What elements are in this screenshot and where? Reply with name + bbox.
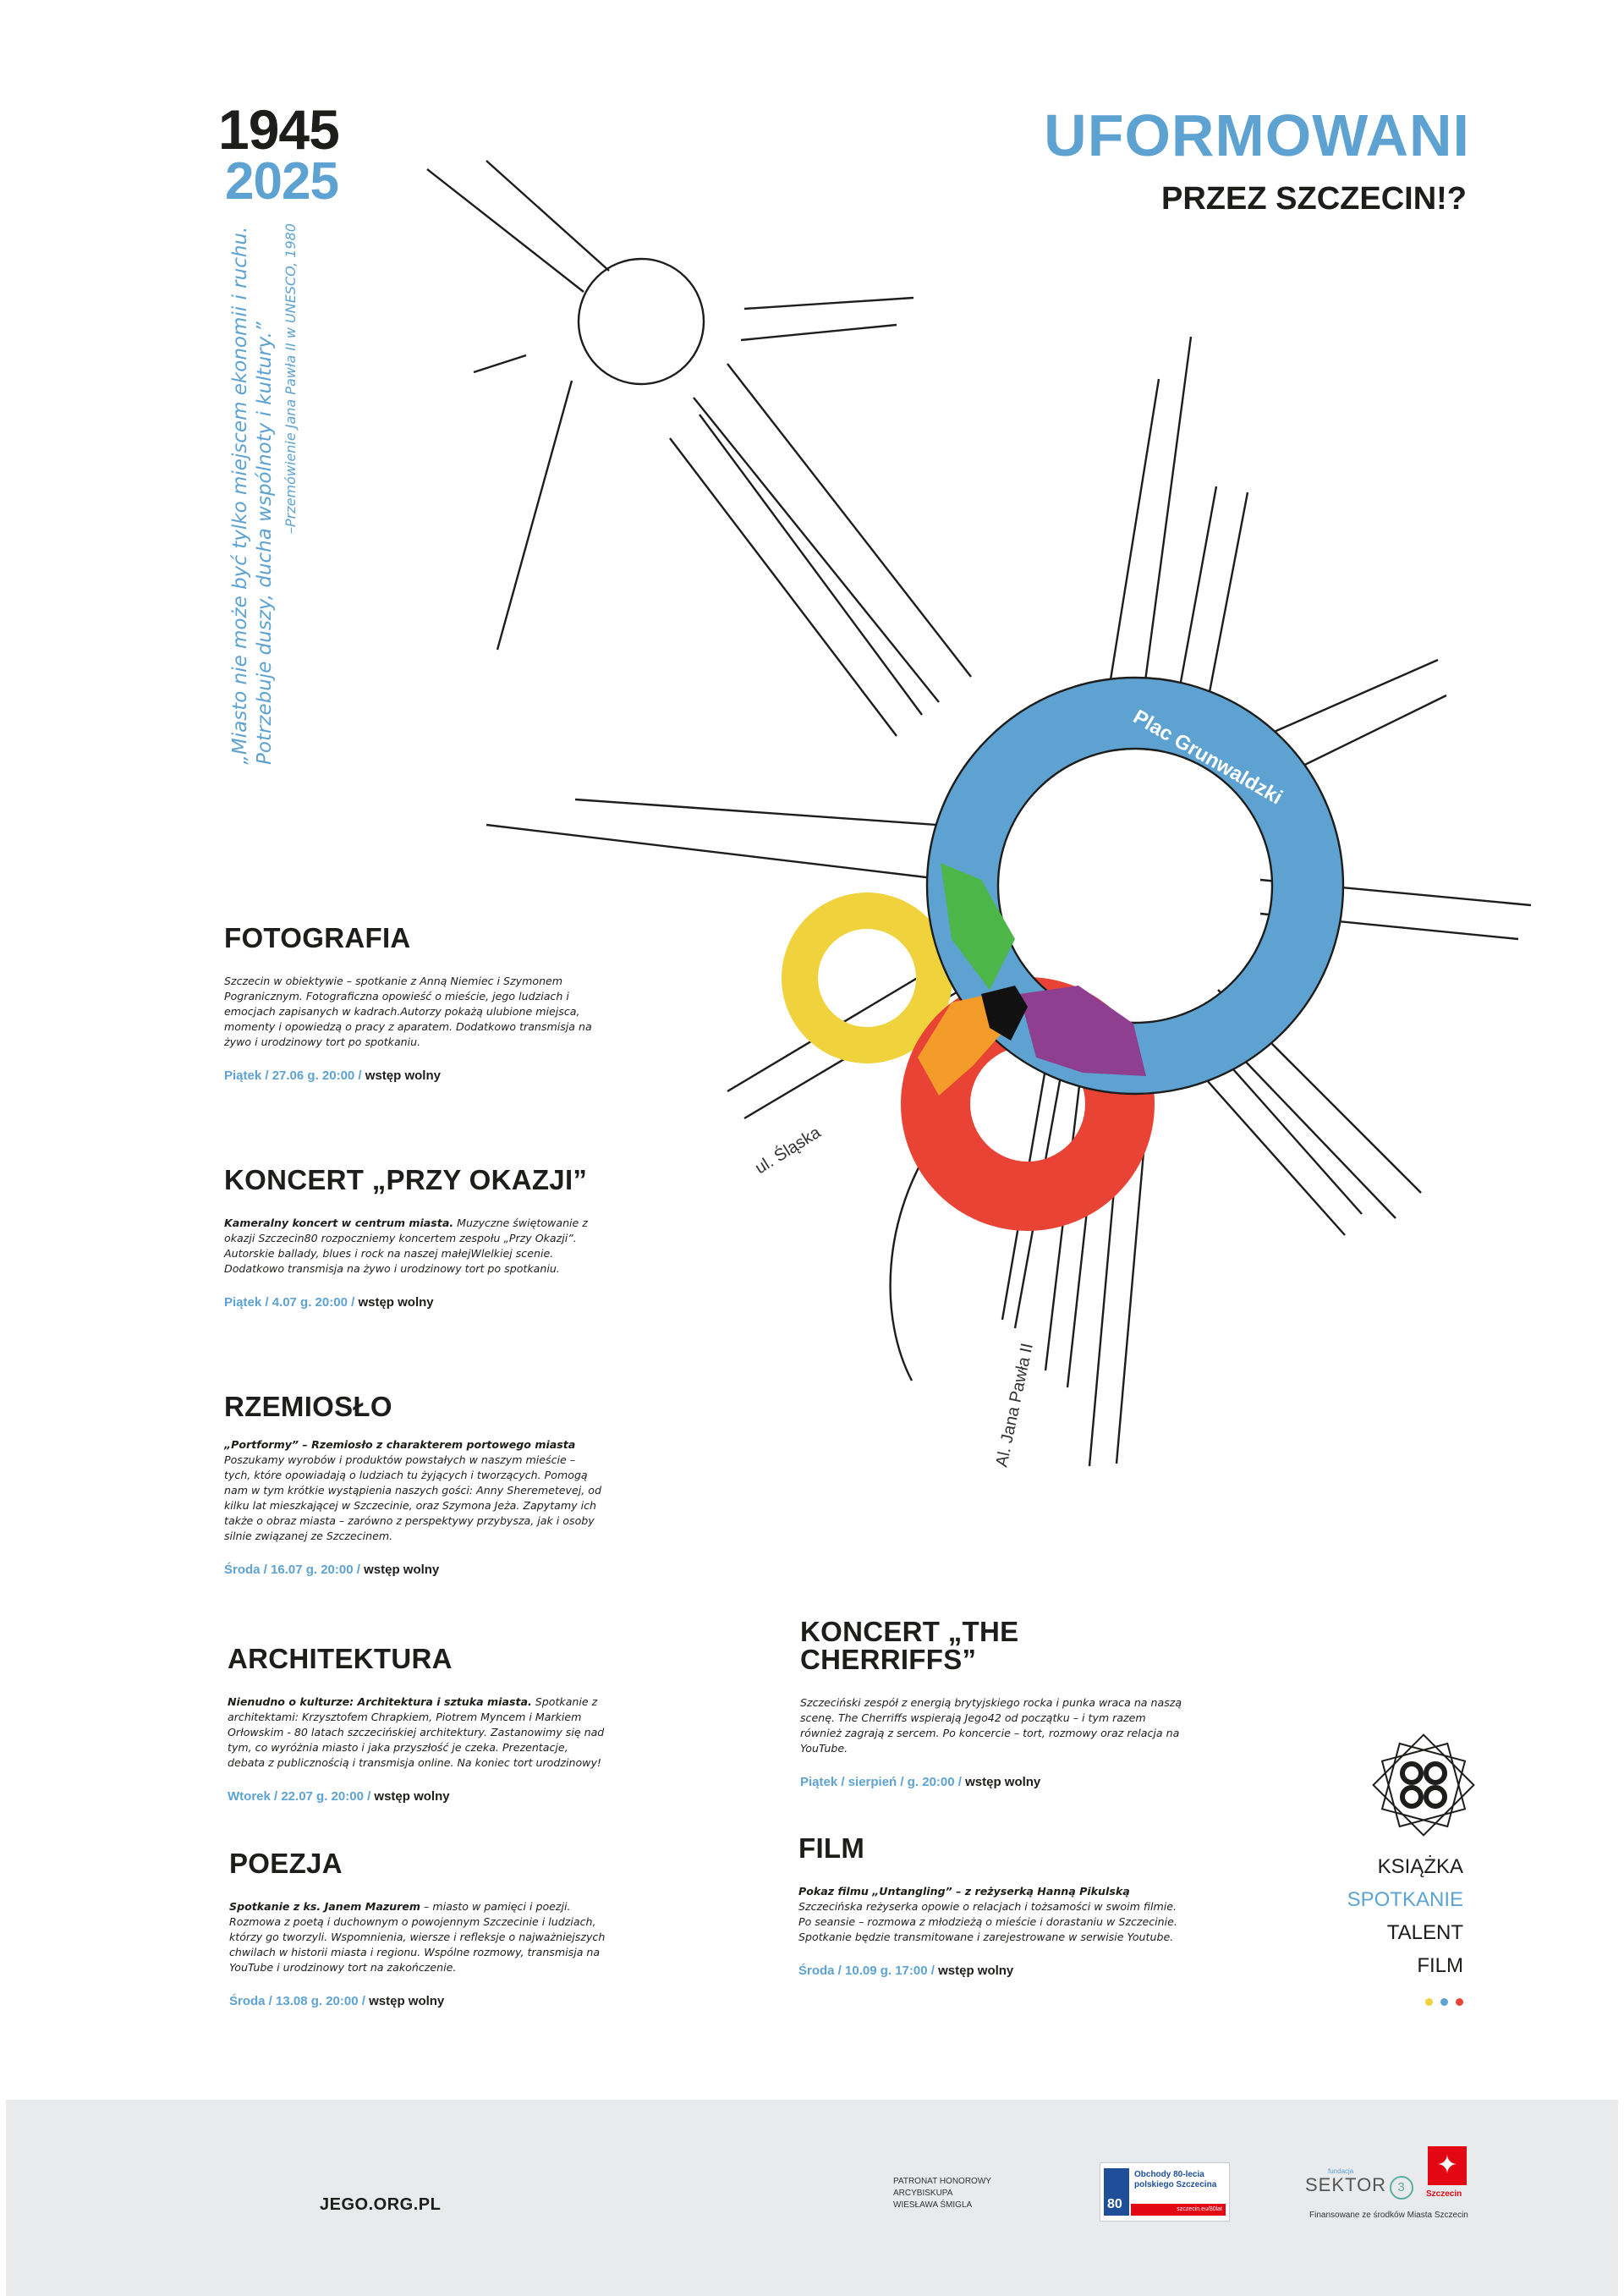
jego-logo (1374, 1735, 1474, 1836)
page-subtitle: PRZEZ SZCZECIN!? (1161, 181, 1467, 217)
event-description (224, 1437, 605, 1544)
event-date: Środa / 16.07 g. 20:00 / (224, 1563, 360, 1577)
sektor-name: SEKTOR (1305, 2174, 1387, 2195)
event-date-line (224, 1295, 605, 1310)
event-lead: Spotkanie z ks. Janem Mazurem (229, 1900, 420, 1913)
blue-dot (1440, 1998, 1448, 2006)
obchody-number: 80 (1107, 2197, 1122, 2211)
szczecin-crest-icon (1104, 2168, 1129, 2216)
event-date: Piątek / 27.06 g. 20:00 / (224, 1068, 362, 1083)
event-date-line (800, 1775, 1189, 1789)
event-lead: Kameralny koncert w centrum miasta. (224, 1217, 454, 1229)
event-body: Szczeciński zespół z energią brytyjskiego rocka i punka wraca na naszą scenę. The Cherriffs wspierają Jego42 od początku – i tym razem również zagrają z sercem. Po koncercie – tort, rozmowy oraz relacja na YouTube. (800, 1696, 1182, 1755)
quote-text: „Miasto nie może być tylko miejscem ekonomii i ruchu. Potrzebuje duszy, ducha wspólnoty i kultury.” (229, 226, 276, 765)
event-date-line (229, 1994, 610, 2008)
event-entry: wstęp wolny (365, 1068, 441, 1083)
road-north-a (1108, 337, 1191, 706)
event-entry: wstęp wolny (364, 1563, 440, 1577)
quote-attribution: –Przemówienie Jana Pawła II w UNESCO, 1980 (283, 223, 299, 534)
event-date: Piątek / sierpień / g. 20:00 / (800, 1775, 962, 1789)
event-title: POEZJA (229, 1848, 343, 1879)
event-date: Wtorek / 22.07 g. 20:00 / (228, 1789, 371, 1804)
event-koncert-cherriffs (800, 1618, 1189, 1789)
brand-menu (1347, 1850, 1463, 1982)
event-date-line (224, 1068, 605, 1083)
patron-line: ARCYBISKUPA (893, 2189, 953, 2198)
event-date: Piątek / 4.07 g. 20:00 / (224, 1295, 355, 1310)
event-description (224, 974, 605, 1050)
year-end: 2025 (225, 152, 338, 211)
obchody-url: szczecin.eu/80lat (1131, 2204, 1226, 2216)
event-body: Spotkanie z architektami: Krzysztofem Chrapkiem, Piotrem Myncem i Markiem Orłowskim - 80 latach szczecińskiej architektury. Zastanowimy się nad tym, co wyróżnia miasto i jaka przyszłość je czeka. Prezentacje, debata z publicznością i transmisja online. Na koniec tort urodzinowy! (228, 1695, 605, 1769)
sektor-number: 3 (1390, 2176, 1413, 2200)
event-title: FOTOGRAFIA (224, 922, 411, 953)
quote-block (228, 223, 299, 765)
event-description (229, 1899, 610, 1975)
event-lead: Nienudno o kulturze: Architektura i sztuka miasta. (228, 1695, 532, 1708)
brand-menu-item: TALENT (1386, 1921, 1463, 1944)
road-west (486, 799, 973, 880)
event-entry: wstęp wolny (374, 1789, 450, 1804)
event-date: Środa / 13.08 g. 20:00 / (229, 1994, 365, 2008)
event-rzemioslo (224, 1392, 605, 1577)
street-slaska-label: ul. Śląska (751, 1123, 825, 1178)
event-body: – miasto w pamięci i poezji. Rozmowa z poetą i duchownym o powojennym Szczecinie i ludziach, którzy go tworzyli. Wspomnienia, wiersze i refleksje o najważniejszych chwilach w historii miasta i regionu. Wspólne rozmowy, transmisja na YouTube i urodzinowy tort na zakończenie. (229, 1900, 606, 1974)
event-film (798, 1834, 1188, 1978)
event-date-line (224, 1563, 605, 1577)
event-title: ARCHITEKTURA (228, 1643, 453, 1674)
event-title: RZEMIOSŁO (224, 1391, 392, 1422)
page-title: UFORMOWANI (1044, 102, 1470, 168)
road-northwest (427, 161, 609, 292)
event-description (228, 1695, 608, 1771)
red-dot (1456, 1998, 1463, 2006)
event-description (800, 1695, 1189, 1756)
sektor-foundation-label: fundacja (1328, 2167, 1354, 2175)
financed-text: Finansowane ze środków Miasta Szczecin (1309, 2211, 1468, 2220)
event-entry: wstęp wolny (965, 1775, 1041, 1789)
event-entry: wstęp wolny (369, 1994, 445, 2008)
brand-menu-item: FILM (1417, 1954, 1463, 1977)
website-link[interactable]: JEGO.ORG.PL (320, 2195, 442, 2214)
event-body: Szczecińska reżyserka opowie o relacjach i tożsamości w swoim filmie. Po seansie – rozmowa z młodzieżą o mieście i dorastaniu w Szczecinie. Spotkanie będzie transmitowane i zarejestrowane w serwisie Youtube. (798, 1900, 1177, 1943)
road-southwest (474, 355, 572, 650)
brand-menu-item: KSIĄŻKA (1377, 1855, 1463, 1878)
event-title: KONCERT „PRZY OKAZJI” (224, 1164, 588, 1195)
event-entry: wstęp wolny (938, 1964, 1014, 1978)
brand-menu-item: SPOTKANIE (1347, 1888, 1463, 1911)
obchody-logo (1100, 2162, 1230, 2222)
plac-label: Plac Grunwaldzki (1129, 705, 1287, 810)
event-body: Szczecin w obiektywie – spotkanie z Anną Niemiec i Szymonem Pogranicznym. Fotograficzna opowieść o mieście, jego ludziach i emocjach zapisanych w kadrach.Autorzy pokażą ulubione miejsca, momenty i opowiedzą o pracy z aparatem. Dodatkowo transmisja na żywo i urodzinowy tort po spotkaniu. (224, 975, 592, 1048)
event-architektura (228, 1645, 608, 1804)
event-description (798, 1884, 1188, 1945)
event-fotografia (224, 924, 605, 1083)
obchody-line: Obchody 80-lecia (1134, 2170, 1204, 2179)
street-jp2-label: Al. Jana Pawła II (992, 1341, 1037, 1469)
patron-line: PATRONAT HONOROWY (893, 2177, 991, 2186)
event-description (224, 1216, 605, 1277)
event-entry: wstęp wolny (358, 1295, 434, 1310)
year-start: 1945 (218, 98, 339, 161)
yellow-dot (1425, 1998, 1433, 2006)
event-lead: „Portformy” – Rzemiosło z charakterem portowego miasta (224, 1438, 576, 1451)
patron-text (893, 2176, 991, 2211)
szczecin-label: Szczecin (1426, 2189, 1462, 2199)
event-body: Poszukamy wyrobów i produktów powstałych w naszym mieście – tych, które opowiadają o ludziach tu żyjących i tworzących. Pomogą nam w tym krótkie wystąpienia naszych gości: Anny Sheremetevej, od kilku lat mieszkającej w Szczecinie, oraz Szymona Jeża. Zapytamy ich także o obraz miasta – zarówno z perspektywy przybysza, jak i osoby silnie związanej ze Szczecinem. (224, 1453, 601, 1542)
event-poezja (229, 1849, 610, 2008)
patron-line: WIESŁAWA ŚMIGLA (893, 2200, 973, 2210)
obchody-line: polskiego Szczecina (1134, 2180, 1217, 2189)
szczecin-logo-icon: ✦ (1428, 2146, 1467, 2185)
event-koncert-przy-okazji (224, 1166, 605, 1310)
event-body: Muzyczne świętowanie z okazji Szczecin80 rozpoczniemy koncertem zespołu „Przy Okazji”. Autorskie ballady, blues i rock na naszej małejWlelkiej scenie. Dodatkowo transmisja na żywo i urodzinowy tort po spotkaniu. (224, 1217, 588, 1275)
event-title: FILM (798, 1832, 865, 1864)
event-lead: Pokaz filmu „Untangling” – z reżyserką Hanną Pikulską (798, 1885, 1130, 1898)
upper-roundabout (579, 259, 704, 384)
event-title: KONCERT „THE CHERRIFFS” (800, 1616, 1019, 1675)
event-date-line (228, 1789, 608, 1804)
color-circles (782, 678, 1343, 1231)
sektor-logo (1305, 2174, 1413, 2200)
road-to-plac-b (670, 415, 922, 736)
obchody-text (1134, 2170, 1216, 2190)
road-east (741, 298, 914, 340)
event-date-line (798, 1964, 1188, 1978)
color-dots (1418, 1995, 1463, 2010)
event-date: Środa / 10.09 g. 17:00 / (798, 1964, 935, 1978)
